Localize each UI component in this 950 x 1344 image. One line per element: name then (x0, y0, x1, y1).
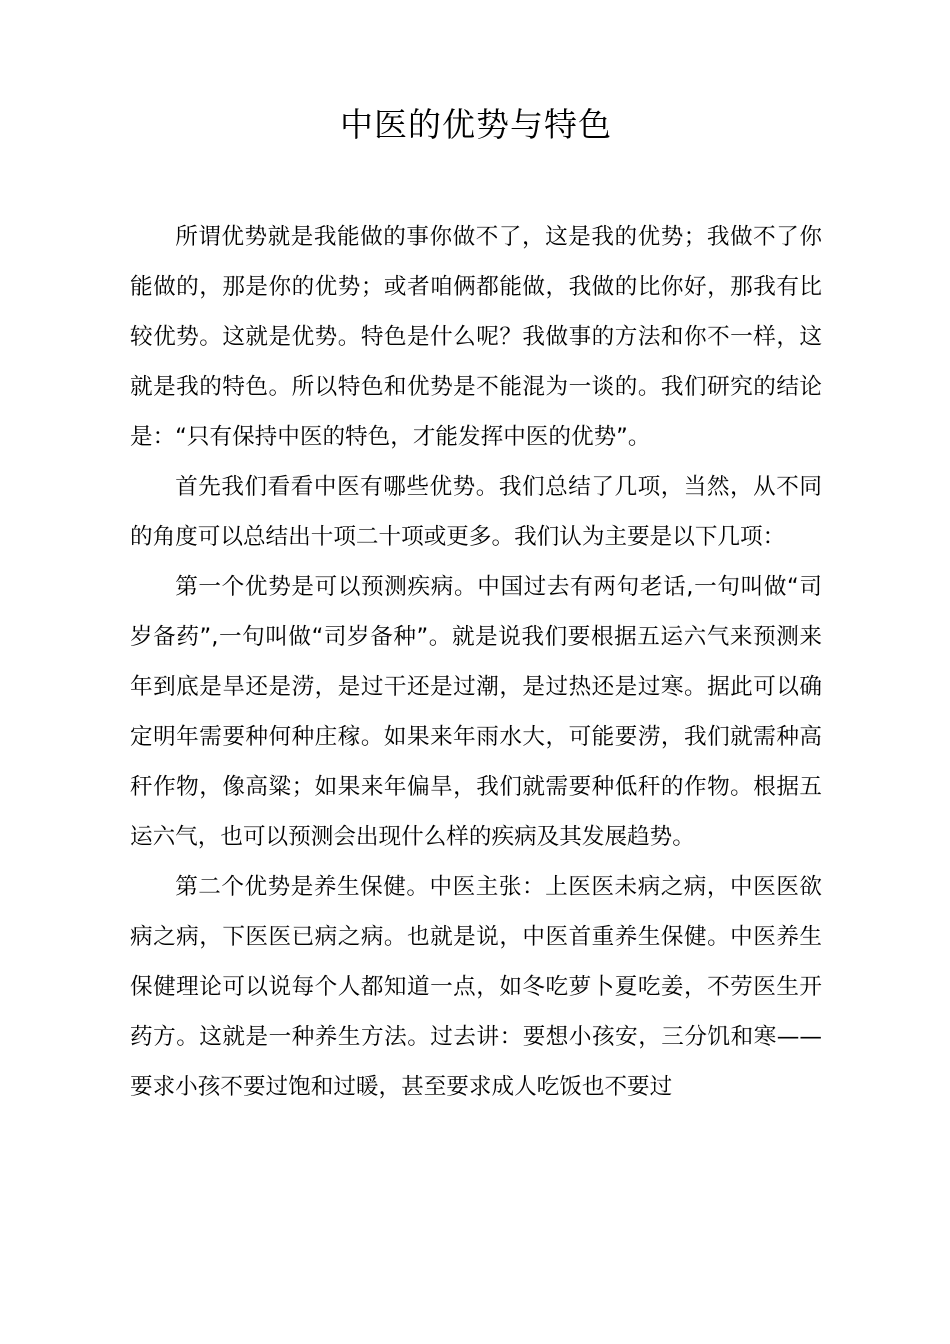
paragraph-advantages-intro: 首先我们看看中医有哪些优势。我们总结了几项，当然，从不同的角度可以总结出十项二十项或更多。我们认为主要是以下几项： (130, 474, 822, 550)
document-title: 中医的优势与特色 (340, 105, 612, 144)
paragraph-advantage-definition: 所谓优势就是我能做的事你做不了，这是我的优势；我做不了你能做的，那是你的优势；或者咱俩都能做，我做的比你好，那我有比较优势。这就是优势。特色是什么呢？我做事的方法和你不一样，这就是我的特色。所以特色和优势是不能混为一谈的。我们研究的结论是：“只有保持中医的特色，才能发挥中医的优势”。 (130, 224, 822, 450)
paragraph-first-advantage: 第一个优势是可以预测疾病。中国过去有两句老话,一句叫做“司岁备药”,一句叫做“司岁备种”。就是说我们要根据五运六气来预测来年到底是旱还是涝，是过干还是过潮，是过热还是过寒。据此可以确定明年需要种何种庄稼。如果来年雨水大，可能要涝，我们就需种高秆作物，像高粱；如果来年偏旱，我们就需要种低秆的作物。根据五运六气，也可以预测会出现什么样的疾病及其发展趋势。 (130, 574, 822, 850)
document-body (130, 212, 822, 1112)
paragraph-second-advantage: 第二个优势是养生保健。中医主张：上医医未病之病，中医医欲病之病，下医医已病之病。也就是说，中医首重养生保健。中医养生保健理论可以说每个人都知道一点，如冬吃萝卜夏吃姜，不劳医生开药方。这就是一种养生方法。过去讲：要想小孩安，三分饥和寒——要求小孩不要过饱和过暖，甚至要求成人吃饭也不要过 (130, 874, 822, 1100)
